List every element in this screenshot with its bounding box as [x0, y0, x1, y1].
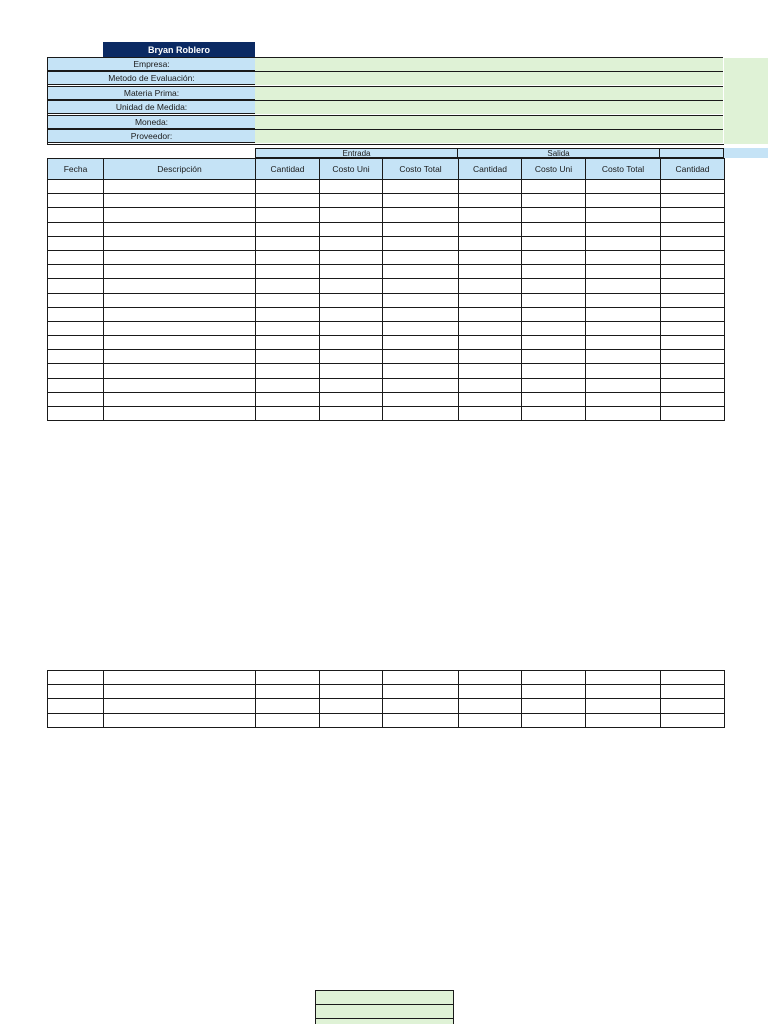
table-cell[interactable]: [586, 364, 661, 378]
col-saldo-cantidad: Cantidad: [661, 159, 725, 180]
table-row: [48, 713, 725, 727]
table-cell[interactable]: [586, 279, 661, 293]
col-salida-costo-uni: Costo Uni: [522, 159, 586, 180]
table-cell[interactable]: [661, 265, 725, 279]
table-cell[interactable]: [383, 250, 459, 264]
table-cell[interactable]: [383, 685, 459, 699]
table-cell[interactable]: [48, 392, 104, 406]
table-cell[interactable]: [522, 699, 586, 713]
table-cell[interactable]: [383, 671, 459, 685]
table-cell[interactable]: [383, 194, 459, 208]
table-cell[interactable]: [522, 180, 586, 194]
table-cell[interactable]: [48, 265, 104, 279]
table-cell[interactable]: [48, 194, 104, 208]
table-cell[interactable]: [522, 364, 586, 378]
table-row: [48, 364, 725, 378]
table-cell[interactable]: [383, 222, 459, 236]
table-cell[interactable]: [459, 685, 522, 699]
table-cell[interactable]: [522, 378, 586, 392]
table-cell[interactable]: [320, 713, 383, 727]
table-row: [48, 250, 725, 264]
table-cell[interactable]: [661, 208, 725, 222]
footer-cell-1[interactable]: [315, 990, 454, 1004]
table-cell[interactable]: [383, 699, 459, 713]
table-cell[interactable]: [661, 685, 725, 699]
table-cell[interactable]: [320, 293, 383, 307]
table-cell[interactable]: [256, 180, 320, 194]
table-cell[interactable]: [104, 392, 256, 406]
ledger-body: [48, 180, 725, 421]
table-cell[interactable]: [586, 350, 661, 364]
table-cell[interactable]: [104, 293, 256, 307]
table-row: [48, 671, 725, 685]
table-row: [48, 699, 725, 713]
table-cell[interactable]: [586, 194, 661, 208]
table-cell[interactable]: [522, 685, 586, 699]
table-cell[interactable]: [256, 671, 320, 685]
table-cell[interactable]: [586, 685, 661, 699]
table-cell[interactable]: [48, 699, 104, 713]
table-cell[interactable]: [459, 350, 522, 364]
table-cell[interactable]: [383, 279, 459, 293]
table-cell[interactable]: [320, 222, 383, 236]
table-cell[interactable]: [320, 392, 383, 406]
table-cell[interactable]: [586, 713, 661, 727]
table-cell[interactable]: [522, 671, 586, 685]
col-fecha: Fecha: [48, 159, 104, 180]
table-cell[interactable]: [586, 699, 661, 713]
table-cell[interactable]: [104, 222, 256, 236]
table-cell[interactable]: [104, 236, 256, 250]
table-cell[interactable]: [256, 713, 320, 727]
table-cell[interactable]: [104, 279, 256, 293]
label-materia-prima: Materia Prima:: [47, 86, 255, 100]
group-entrada: Entrada: [255, 148, 458, 158]
col-entrada-costo-uni: Costo Uni: [320, 159, 383, 180]
table-cell[interactable]: [320, 250, 383, 264]
col-salida-cantidad: Cantidad: [459, 159, 522, 180]
table-cell[interactable]: [104, 265, 256, 279]
table-cell[interactable]: [522, 194, 586, 208]
table-cell[interactable]: [256, 378, 320, 392]
table-cell[interactable]: [104, 350, 256, 364]
table-cell[interactable]: [459, 307, 522, 321]
table-row: [48, 208, 725, 222]
table-cell[interactable]: [104, 378, 256, 392]
table-cell[interactable]: [522, 350, 586, 364]
table-cell[interactable]: [320, 208, 383, 222]
table-cell[interactable]: [661, 250, 725, 264]
table-cell[interactable]: [459, 407, 522, 421]
col-descripcion: Descripción: [104, 159, 256, 180]
table-cell[interactable]: [661, 336, 725, 350]
table-cell[interactable]: [661, 321, 725, 335]
table-cell[interactable]: [459, 180, 522, 194]
table-cell[interactable]: [104, 180, 256, 194]
footer-cell-2[interactable]: [315, 1004, 454, 1018]
table-cell[interactable]: [586, 293, 661, 307]
table-cell[interactable]: [383, 307, 459, 321]
table-cell[interactable]: [459, 222, 522, 236]
table-row: [48, 350, 725, 364]
table-cell[interactable]: [256, 293, 320, 307]
group-saldo: [659, 148, 724, 158]
col-entrada-costo-total: Costo Total: [383, 159, 459, 180]
table-cell[interactable]: [661, 378, 725, 392]
table-cell[interactable]: [586, 250, 661, 264]
table-cell[interactable]: [459, 699, 522, 713]
col-entrada-cantidad: Cantidad: [256, 159, 320, 180]
table-cell[interactable]: [522, 236, 586, 250]
table-row: [48, 321, 725, 335]
table-row: [48, 293, 725, 307]
table-cell[interactable]: [383, 336, 459, 350]
table-row: [48, 194, 725, 208]
table-cell[interactable]: [48, 236, 104, 250]
table-cell[interactable]: [459, 713, 522, 727]
table-cell[interactable]: [459, 236, 522, 250]
table-cell[interactable]: [522, 208, 586, 222]
table-cell[interactable]: [383, 265, 459, 279]
table-cell[interactable]: [256, 236, 320, 250]
table-cell[interactable]: [661, 293, 725, 307]
table-cell[interactable]: [320, 671, 383, 685]
moneda-field[interactable]: [255, 115, 723, 129]
table-cell[interactable]: [383, 236, 459, 250]
owner-name-banner: Bryan Roblero: [103, 42, 255, 57]
table-row: [48, 222, 725, 236]
label-moneda: Moneda:: [47, 115, 255, 129]
table-cell[interactable]: [586, 392, 661, 406]
table-cell[interactable]: [459, 671, 522, 685]
table-cell[interactable]: [48, 321, 104, 335]
table-cell[interactable]: [48, 293, 104, 307]
table-cell[interactable]: [661, 699, 725, 713]
table-cell[interactable]: [522, 250, 586, 264]
table-cell[interactable]: [320, 350, 383, 364]
table-cell[interactable]: [383, 293, 459, 307]
table-cell[interactable]: [661, 236, 725, 250]
table-cell[interactable]: [48, 671, 104, 685]
group-salida: Salida: [457, 148, 660, 158]
table-cell[interactable]: [256, 265, 320, 279]
table-cell[interactable]: [104, 307, 256, 321]
table-cell[interactable]: [256, 685, 320, 699]
label-empresa: Empresa:: [47, 57, 255, 71]
empresa-field[interactable]: [255, 57, 723, 71]
table-cell[interactable]: [48, 350, 104, 364]
table-cell[interactable]: [256, 194, 320, 208]
table-cell[interactable]: [586, 336, 661, 350]
table-cell[interactable]: [256, 350, 320, 364]
table-cell[interactable]: [459, 250, 522, 264]
table-cell[interactable]: [661, 350, 725, 364]
table-cell[interactable]: [459, 392, 522, 406]
table-cell[interactable]: [320, 407, 383, 421]
table-cell[interactable]: [522, 307, 586, 321]
table-cell[interactable]: [48, 307, 104, 321]
table-cell[interactable]: [104, 713, 256, 727]
table-cell[interactable]: [320, 685, 383, 699]
table-cell[interactable]: [459, 279, 522, 293]
table-cell[interactable]: [522, 222, 586, 236]
table-cell[interactable]: [256, 336, 320, 350]
table-cell[interactable]: [459, 336, 522, 350]
side-fill-blue: [724, 148, 768, 158]
table-cell[interactable]: [104, 407, 256, 421]
proveedor-field[interactable]: [255, 129, 723, 143]
table-cell[interactable]: [661, 364, 725, 378]
table-cell[interactable]: [661, 279, 725, 293]
table-cell[interactable]: [48, 407, 104, 421]
table-cell[interactable]: [586, 407, 661, 421]
table-cell[interactable]: [522, 293, 586, 307]
table-cell[interactable]: [383, 321, 459, 335]
table-cell[interactable]: [104, 699, 256, 713]
table-cell[interactable]: [383, 378, 459, 392]
table-cell[interactable]: [320, 364, 383, 378]
table-cell[interactable]: [104, 208, 256, 222]
table-cell[interactable]: [459, 194, 522, 208]
table-row: [48, 265, 725, 279]
table-cell[interactable]: [104, 321, 256, 335]
table-cell[interactable]: [383, 364, 459, 378]
table-row: [48, 307, 725, 321]
side-fill-green: [724, 58, 768, 144]
table-cell[interactable]: [586, 236, 661, 250]
label-metodo-evaluacion: Metodo de Evaluación:: [47, 71, 255, 85]
table-cell[interactable]: [661, 180, 725, 194]
table-cell[interactable]: [320, 194, 383, 208]
table-cell[interactable]: [320, 307, 383, 321]
table-cell[interactable]: [256, 699, 320, 713]
table-cell[interactable]: [459, 293, 522, 307]
table-row: [48, 180, 725, 194]
table-cell[interactable]: [661, 307, 725, 321]
table-cell[interactable]: [320, 180, 383, 194]
secondary-body: [48, 671, 725, 728]
table-cell[interactable]: [48, 336, 104, 350]
table-cell[interactable]: [104, 336, 256, 350]
table-cell[interactable]: [459, 378, 522, 392]
table-cell[interactable]: [48, 208, 104, 222]
table-row: [48, 236, 725, 250]
table-cell[interactable]: [522, 321, 586, 335]
table-cell[interactable]: [320, 699, 383, 713]
table-row: [48, 378, 725, 392]
table-cell[interactable]: [104, 671, 256, 685]
table-cell[interactable]: [48, 364, 104, 378]
table-cell[interactable]: [459, 364, 522, 378]
table-cell[interactable]: [522, 336, 586, 350]
table-cell[interactable]: [661, 671, 725, 685]
table-cell[interactable]: [256, 321, 320, 335]
label-proveedor: Proveedor:: [47, 129, 255, 143]
table-cell[interactable]: [586, 378, 661, 392]
table-cell[interactable]: [48, 250, 104, 264]
metodo-evaluacion-field[interactable]: [255, 71, 723, 85]
table-cell[interactable]: [383, 407, 459, 421]
table-cell[interactable]: [48, 222, 104, 236]
secondary-table: [47, 670, 725, 728]
table-cell[interactable]: [586, 222, 661, 236]
table-row: [48, 392, 725, 406]
table-row: [48, 279, 725, 293]
table-cell[interactable]: [48, 279, 104, 293]
table-cell[interactable]: [256, 307, 320, 321]
footer-cell-3[interactable]: [315, 1018, 454, 1024]
table-cell[interactable]: [522, 265, 586, 279]
table-cell[interactable]: [104, 685, 256, 699]
table-cell[interactable]: [104, 364, 256, 378]
table-cell[interactable]: [586, 208, 661, 222]
table-cell[interactable]: [522, 392, 586, 406]
table-cell[interactable]: [256, 279, 320, 293]
table-cell[interactable]: [383, 180, 459, 194]
table-cell[interactable]: [383, 208, 459, 222]
table-cell[interactable]: [48, 685, 104, 699]
ledger-table: [47, 158, 725, 421]
table-cell[interactable]: [459, 321, 522, 335]
materia-prima-field[interactable]: [255, 86, 723, 100]
table-cell[interactable]: [320, 236, 383, 250]
table-cell[interactable]: [104, 194, 256, 208]
table-cell[interactable]: [320, 378, 383, 392]
table-cell[interactable]: [256, 392, 320, 406]
table-cell[interactable]: [256, 364, 320, 378]
table-cell[interactable]: [48, 180, 104, 194]
table-row: [48, 336, 725, 350]
table-cell[interactable]: [661, 407, 725, 421]
table-cell[interactable]: [256, 250, 320, 264]
table-cell[interactable]: [586, 307, 661, 321]
table-cell[interactable]: [48, 378, 104, 392]
table-cell[interactable]: [522, 713, 586, 727]
table-cell[interactable]: [256, 222, 320, 236]
table-cell[interactable]: [320, 336, 383, 350]
table-cell[interactable]: [522, 407, 586, 421]
table-cell[interactable]: [383, 392, 459, 406]
unidad-medida-field[interactable]: [255, 100, 723, 114]
table-cell[interactable]: [104, 250, 256, 264]
table-cell[interactable]: [256, 208, 320, 222]
table-cell[interactable]: [522, 279, 586, 293]
table-cell[interactable]: [383, 713, 459, 727]
table-cell[interactable]: [48, 713, 104, 727]
table-cell[interactable]: [256, 407, 320, 421]
table-cell[interactable]: [383, 350, 459, 364]
table-cell[interactable]: [661, 222, 725, 236]
table-cell[interactable]: [586, 671, 661, 685]
table-cell[interactable]: [586, 321, 661, 335]
table-cell[interactable]: [586, 180, 661, 194]
col-salida-costo-total: Costo Total: [586, 159, 661, 180]
table-cell[interactable]: [320, 279, 383, 293]
table-cell[interactable]: [459, 265, 522, 279]
label-unidad-medida: Unidad de Medida:: [47, 100, 255, 114]
table-cell[interactable]: [661, 713, 725, 727]
table-cell[interactable]: [320, 265, 383, 279]
table-cell[interactable]: [586, 265, 661, 279]
table-row: [48, 407, 725, 421]
table-cell[interactable]: [661, 392, 725, 406]
table-cell[interactable]: [661, 194, 725, 208]
table-cell[interactable]: [320, 321, 383, 335]
table-cell[interactable]: [459, 208, 522, 222]
table-row: [48, 685, 725, 699]
